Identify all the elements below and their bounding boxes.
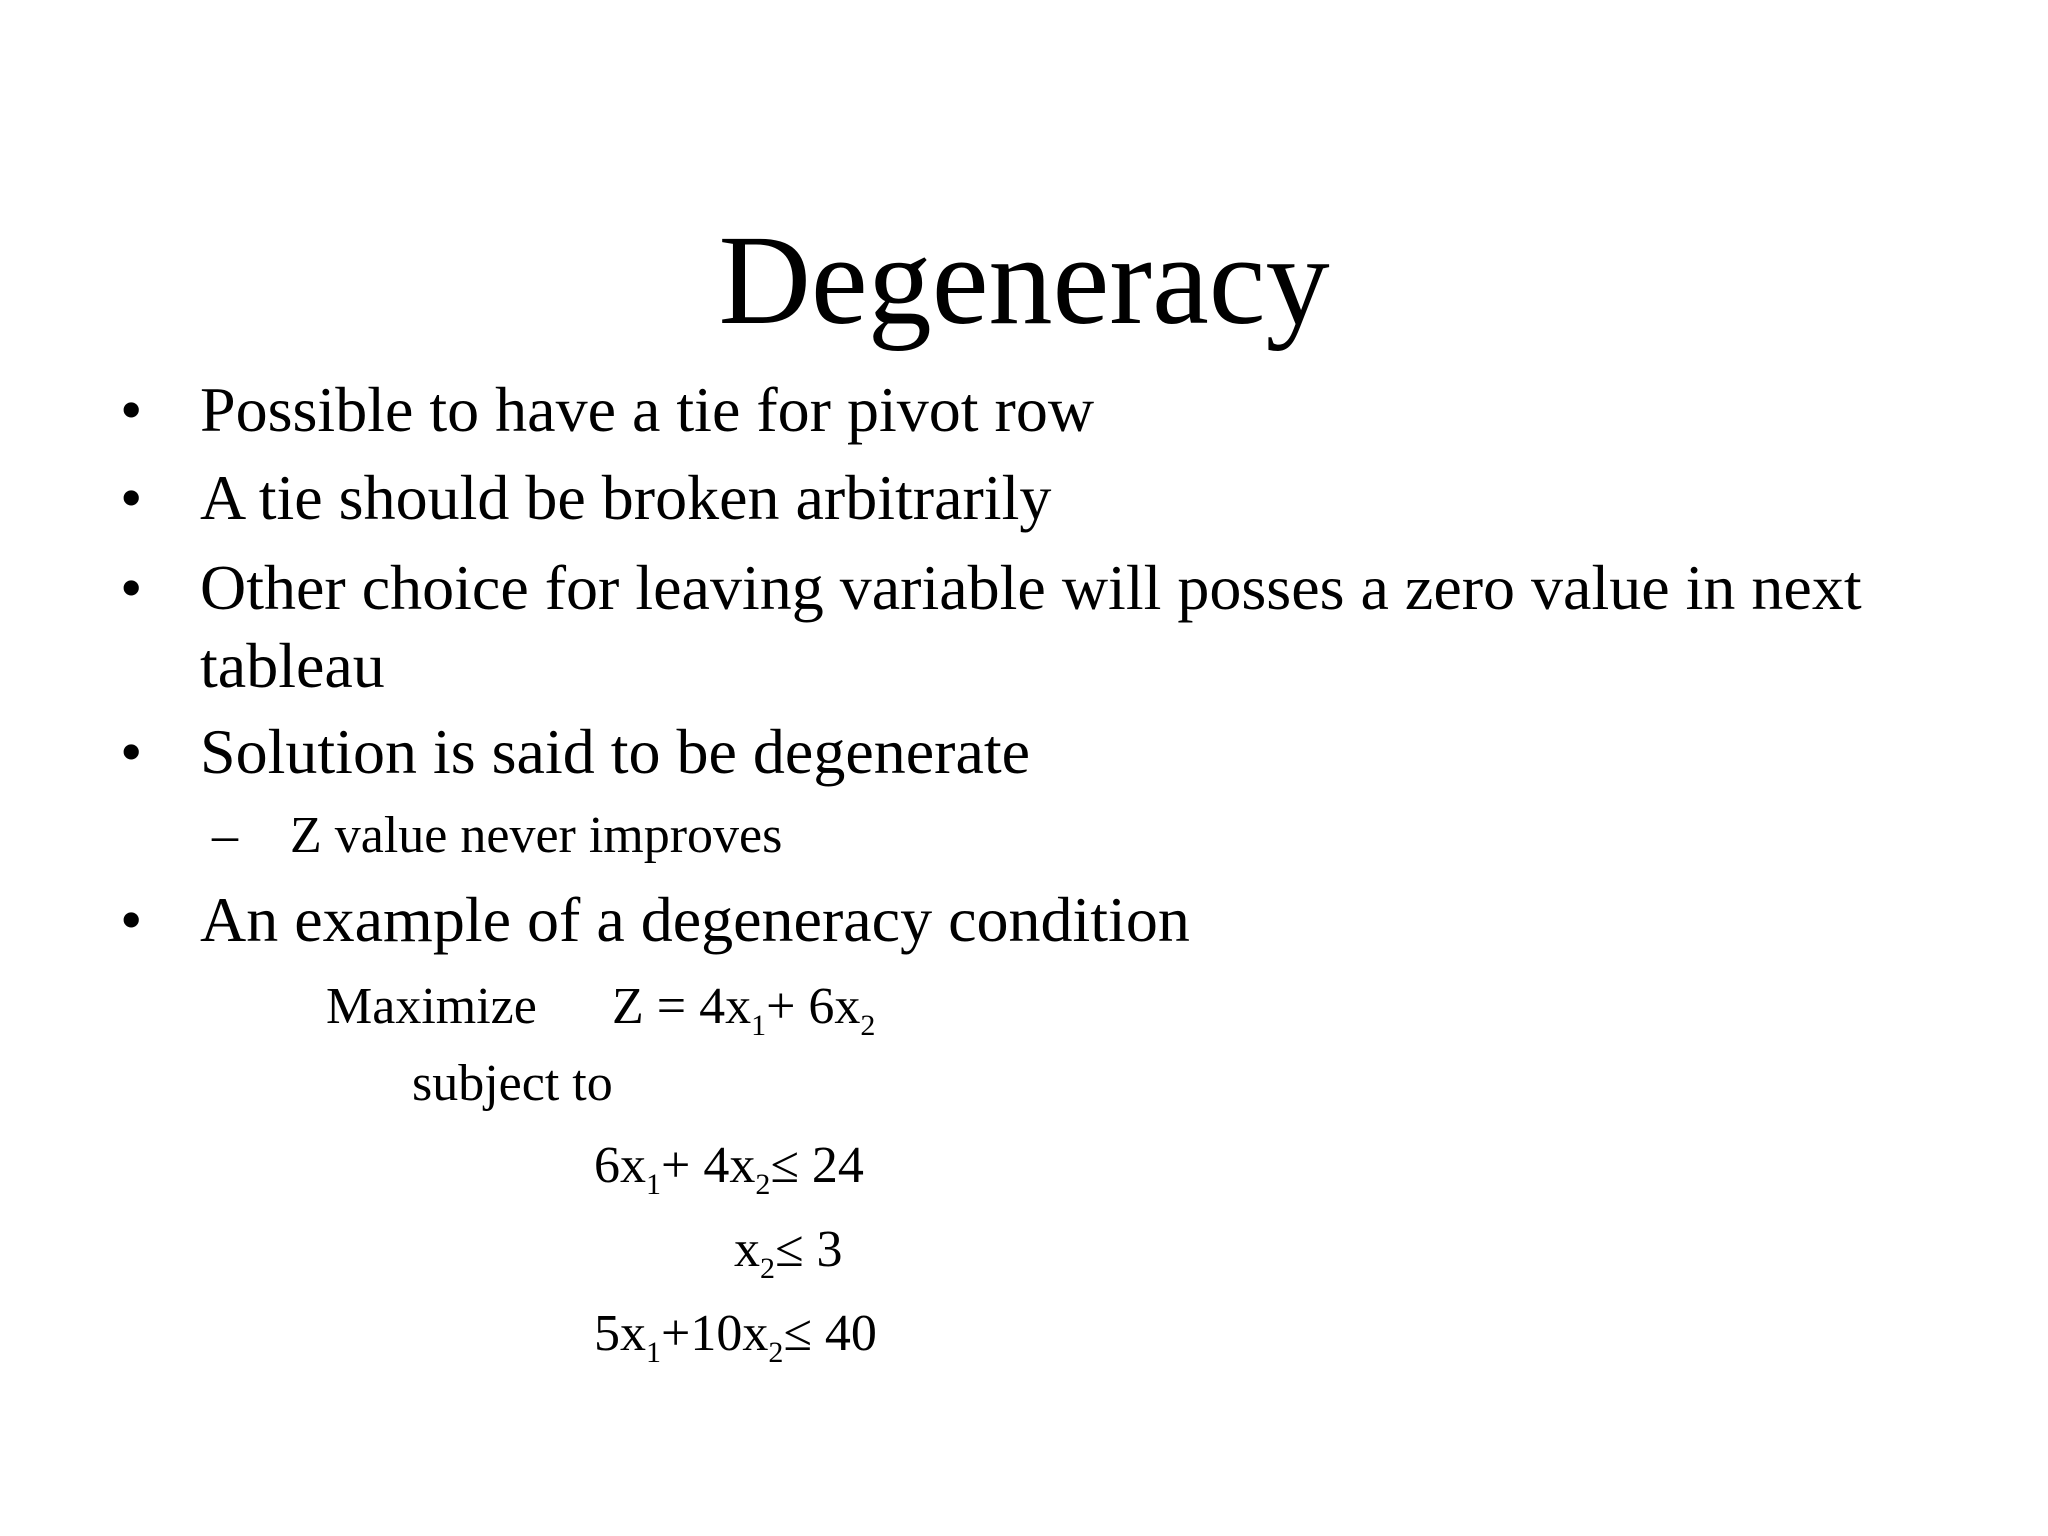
bullet-icon: •: [120, 552, 143, 623]
bullet-icon: •: [120, 374, 143, 445]
bullet-icon: •: [120, 884, 143, 955]
bullet-icon: •: [120, 462, 143, 533]
subject-to-label: subject to: [412, 1055, 613, 1112]
bullet-text-continued: tableau: [200, 630, 385, 701]
bullet-text: Possible to have a tie for pivot row: [200, 374, 1095, 445]
bullet-text: Other choice for leaving variable will posses a zero value in next: [200, 552, 1862, 623]
constraint-1: $6x_1+ 4x_2\le 24$: [594, 1137, 864, 1201]
bullet-text: A tie should be broken arbitrarily: [200, 462, 1052, 533]
constraint-3: $5x_1+10x_2\le 40$: [594, 1305, 877, 1369]
constraint-2: $x_2\le 3$: [734, 1221, 843, 1285]
dash-icon: –: [212, 807, 238, 864]
objective-function: $Z = 4x_1+ 6x_2$: [612, 978, 876, 1042]
bullet-icon: •: [120, 716, 143, 787]
maximize-label: Maximize: [326, 978, 537, 1035]
sub-bullet-text: Z value never improves: [290, 807, 783, 864]
slide-title: Degeneracy: [718, 209, 1330, 351]
bullet-text: Solution is said to be degenerate: [200, 716, 1031, 787]
bullet-text: An example of a degeneracy condition: [200, 884, 1190, 955]
